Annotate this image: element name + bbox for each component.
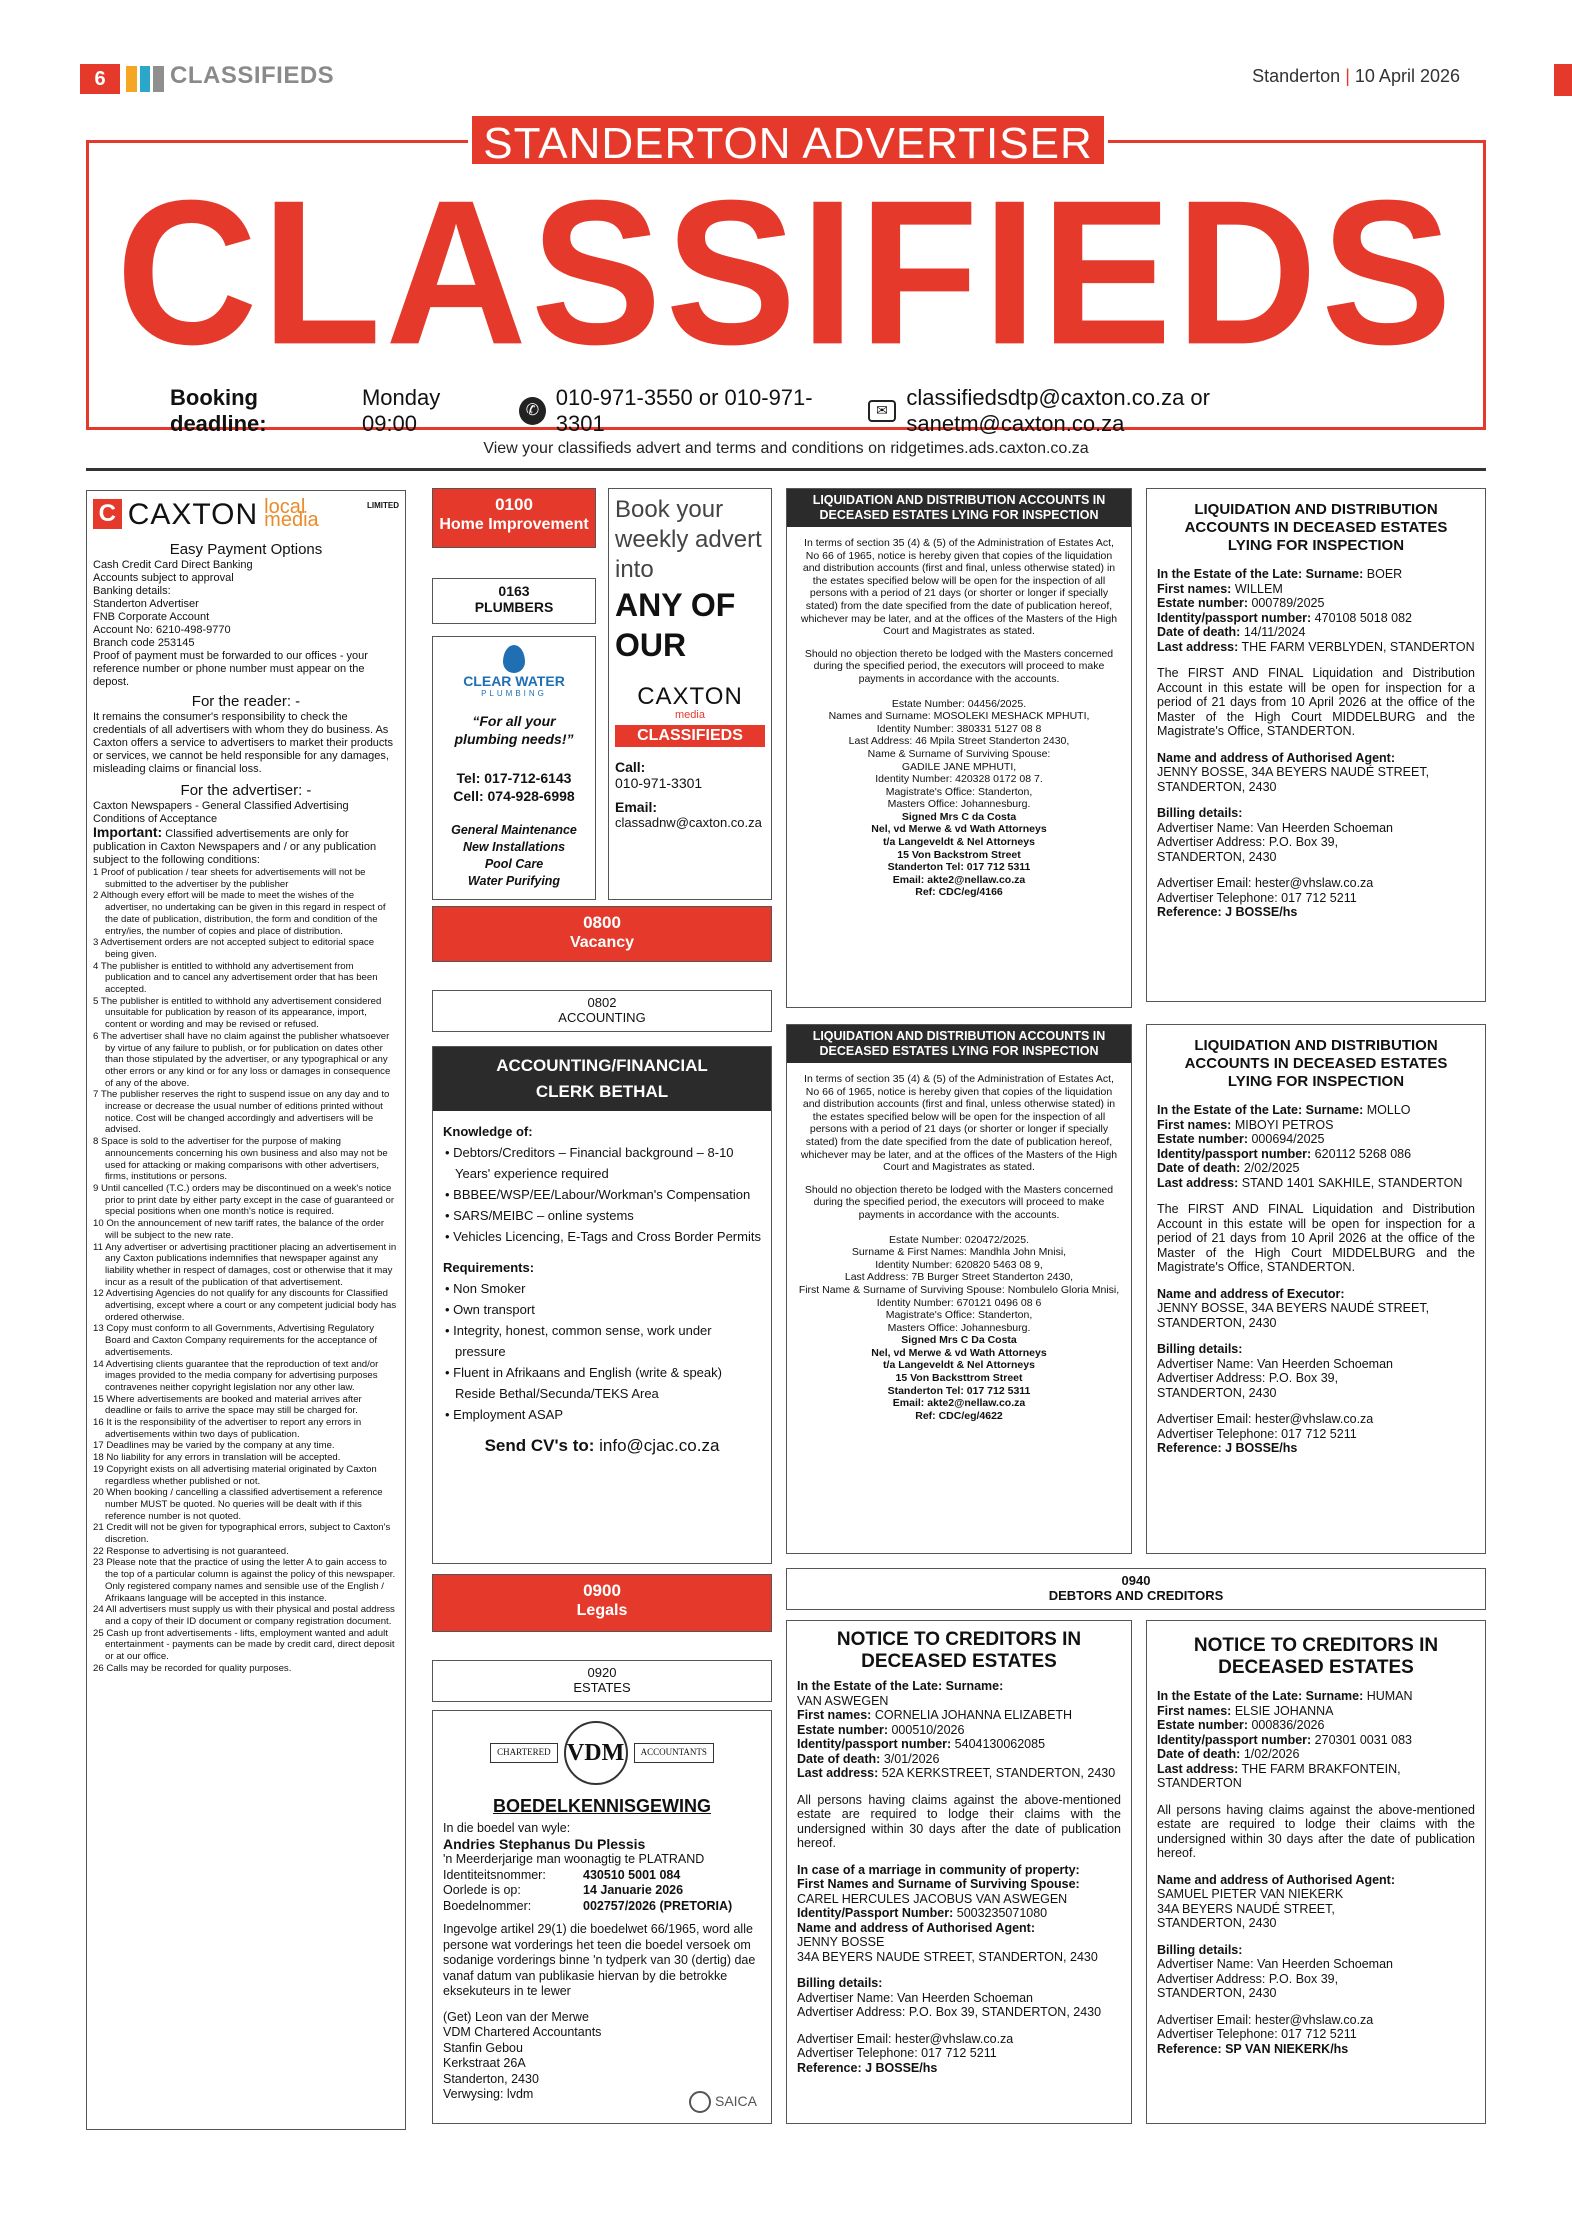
field-row xyxy=(1157,596,1475,611)
easy-payment-title: Easy Payment Options xyxy=(169,541,323,558)
knowledge-item: • SARS/MEIBC – online systems xyxy=(445,1208,634,1223)
field-value: 2/02/2025 xyxy=(1240,1161,1300,1175)
condition-item: 14 Advertising clients guarantee that the reproduction of text and/or images provided to the media company for advertising purposes contravenes neither copyright legislation nor any other law. xyxy=(93,1358,379,1393)
field-label: First names: xyxy=(797,1708,872,1722)
signature-line: Verwysing: lvdm xyxy=(443,2087,534,2101)
agent-line: 34A BEYERS NAUDE STREET, STANDERTON, 2430 xyxy=(797,1949,1098,1964)
field-row xyxy=(1157,1147,1475,1162)
saica-logo: SAICA xyxy=(689,2091,757,2113)
masthead-main: CLASSIFIEDS xyxy=(116,157,1456,388)
booking-time: Monday 09:00 xyxy=(361,385,441,436)
condition-item: 7 The publisher reserves the right to suspend issue on any day and to increase or decrease the usual number of editions printed without notice. Cost will be changed accordingly and advertisers will be advised. xyxy=(93,1089,390,1136)
condition-item: 19 Copyright exists on all advertising material originated by Caxton regardless whether published or not. xyxy=(93,1463,377,1487)
condition-item: 23 Please note that the practice of using the letter A to gain access to the top of a particular column is against the policy of this newspaper. Only registered company names and sensible use of the English / Afrikaans language will be accepted in this instance. xyxy=(93,1557,396,1604)
service-item: Water Purifying xyxy=(467,874,561,888)
condition-item: 1 Proof of publication / tear sheets for advertisements will not be submitted to the advertiser by the publisher xyxy=(93,867,366,890)
field-value: ELSIE JOHANNA xyxy=(1231,1703,1334,1718)
estate-line: First Name & Surname of Surviving Spouse: Nombulelo Gloria Mnisi, xyxy=(798,1283,1120,1296)
field-label: Estate number: xyxy=(1157,1132,1248,1146)
condition-item: 9 Until cancelled (T.C.) orders may be discontinued on a week's notice prior to print date by either party except in the case of guaranteed or special positions when one month's notice is required. xyxy=(93,1182,395,1218)
field-value: MOLLO xyxy=(1363,1103,1411,1117)
field-row xyxy=(1157,611,1475,626)
estate-line: Last Address: 7B Burger Street Standerton 2430, xyxy=(844,1271,1074,1284)
condition-item: 22 Response to advertising is not guaranteed. xyxy=(93,1545,289,1557)
payment-line: Proof of payment must be forwarded to our offices - your reference number or phone number must appear on the depost. xyxy=(93,650,368,688)
condition-item: 16 It is the responsibility of the advertiser to report any errors in advertisements within two days of publication. xyxy=(93,1417,362,1440)
service-item: General Maintenance xyxy=(451,823,577,837)
booking-row xyxy=(170,385,1410,436)
field-label: Estate number: xyxy=(1157,596,1248,610)
signature-line: Ref: CDC/eg/4622 xyxy=(915,1409,1003,1422)
field-label: Identity/passport number: xyxy=(1157,610,1312,625)
condition-item: 18 No liability for any errors in translation will be accepted. xyxy=(93,1452,341,1464)
call-number[interactable]: 010-971-3301 xyxy=(615,775,703,791)
cat-0940: 0940 DEBTORS AND CREDITORS xyxy=(786,1568,1486,1610)
billing-line: STANDERTON, 2430 xyxy=(1157,1986,1277,2000)
condition-item: 12 Advertising Agencies do not qualify for any discounts for Classified advertising, except where a court or any competent judicial body has ordered otherwise. xyxy=(93,1288,397,1323)
right-edge-marker xyxy=(1554,64,1572,96)
condition-item: 13 Copy must conform to all Governments, Advertising Regulatory Board and Caxton Company requirements for the acceptance of advertisements. xyxy=(93,1323,377,1358)
mail-icon: ✉ xyxy=(868,400,897,422)
signature-line: Signed Mrs C da Costa xyxy=(901,810,1017,823)
easy-payment-lines xyxy=(93,559,399,689)
page-number-badge: 6 xyxy=(80,64,120,94)
field-value: 52A KERKSTREET, STANDERTON, 2430 xyxy=(878,1766,1116,1780)
agent-line: JENNY BOSSE xyxy=(797,1935,885,1949)
condition-item: 10 On the announcement of new tariff rates, the balance of the order will be subject to the new rate. xyxy=(93,1218,385,1241)
field-value: HUMAN xyxy=(1363,1689,1413,1703)
condition-item: 26 Calls may be recorded for quality purposes. xyxy=(93,1662,292,1674)
header-divider xyxy=(86,468,1486,471)
requirement-item: • Own transport xyxy=(445,1302,535,1317)
field-label: Identity/passport number: xyxy=(1157,1732,1312,1747)
requirements-list xyxy=(443,1278,761,1425)
condition-item: 20 When booking / cancelling a classified advertisement a reference number MUST be quoted. No queries will be dealt with if this reference number is not quoted. xyxy=(93,1487,383,1522)
condition-item: 21 Credit will not be given for typographical errors, subject to Caxton's discretion. xyxy=(93,1522,391,1546)
field-row xyxy=(1157,1118,1475,1133)
condition-item: 5 The publisher is entitled to withhold any advertisement considered unsuitable for publication by reason of its appearance, import, content or wording and may be revised or refused. xyxy=(93,995,382,1031)
field-row xyxy=(1157,1762,1475,1791)
billing-line: Advertiser Name: Van Heerden Schoeman xyxy=(1157,820,1393,835)
vdm-notice: CHARTERED VDM ACCOUNTANTS BOEDELKENNISGEWING In die boedel van wyle: Andries Stephanus Du Plessis 'n Meerderjarige man woonagtig te PLATRAND Identiteitsnommer: 430510 5001 084 Oorlede is op: 14 Januarie 2026 Boedelnommer: 002757/2026 (PRETORIA) Ingevolge artikel 29(1) die boedelwet 66/1965, word alle persone wat vorderings het teen die boedel versoek om sodanige vorderings binne 'n tydperk van 30 (dertig) dae vanaf datum van publikasie hiervan by die betrokke eksekuteurs in te lewer (Get) Leon van der Merwe VDM Chartered Accountants Stanfin Gebou Kerkstraat 26A Standerton, 2430 Verwysing: lvdm SAICA xyxy=(432,1710,772,2124)
booking-phones[interactable]: 010-971-3550 or 010-971-3301 xyxy=(555,385,813,436)
clearwater-ad: CLEAR WATER PLUMBING “For all your plumbing needs!” Tel: 017-712-6143 Cell: 074-928-6998 General Maintenance New Installations Pool Care Water Purifying xyxy=(432,636,596,900)
billing-line: STANDERTON, 2430 xyxy=(1157,1385,1277,1400)
signature-line: Stanfin Gebou xyxy=(443,2040,523,2055)
condition-item: 6 The advertiser shall have no claim against the publisher whatsoever by virtue of any failure to publish, or for publication on dates other than those stipulated by the advertiser, or any typographical or any other errors or any kind or for any loss or damages in consequence of any of the above. xyxy=(93,1030,391,1089)
contact-line: Advertiser Telephone: 017 712 5211 xyxy=(1157,1426,1357,1441)
field-value: BOER xyxy=(1363,567,1403,581)
caxton-logo-icon: C xyxy=(93,499,122,529)
condition-item: 2 Although every effort will be made to meet the wishes of the advertiser, no undertaking can be given in this regard in respect of the date of publication, distribution, the form and condition of the entry/ies, the number of copies and place of distribution. xyxy=(93,890,386,937)
field-value: STAND 1401 SAKHILE, STANDERTON xyxy=(1238,1175,1463,1190)
field-row xyxy=(1157,640,1475,655)
estate-line: Masters Office: Johannesburg. xyxy=(887,1321,1031,1334)
section-title: CLASSIFIEDS xyxy=(170,62,335,89)
field-value: CORNELIA JOHANNA ELIZABETH xyxy=(871,1708,1073,1722)
cat-0900-header: 0900 Legals xyxy=(432,1574,772,1632)
field-label: Date of death: xyxy=(797,1751,881,1766)
signature-line: Ref: CDC/eg/4166 xyxy=(915,886,1003,899)
signature-line: Standerton Tel: 017 712 5311 xyxy=(887,861,1031,874)
signature-line: Nel, vd Merwe & vd Wath Attorneys xyxy=(871,823,1047,836)
condition-item: 17 Deadlines may be varied by the company at any time. xyxy=(93,1440,335,1452)
signature-line: Nel, vd Merwe & vd Wath Attorneys xyxy=(871,1346,1047,1359)
field-row xyxy=(1157,567,1475,582)
caxton-terms-box xyxy=(86,490,406,2130)
payment-line: Standerton Advertiser xyxy=(93,598,199,610)
booking-emails[interactable]: classifiedsdtp@caxton.co.za or sanetm@caxton.co.za xyxy=(906,385,1210,436)
field-label: Estate number: xyxy=(797,1722,888,1737)
estate-line: Names and Surname: MOSOLEKI MESHACK MPHUTI, xyxy=(828,710,1090,723)
caxton-logo: C CAXTON local media LIMITED xyxy=(93,499,399,529)
agent-line: SAMUEL PIETER VAN NIEKERK xyxy=(1157,1887,1344,1901)
cat-0100-header: 0100 Home Improvement xyxy=(432,488,596,548)
signature-line: t/a Langeveldt & Nel Attorneys xyxy=(883,1359,1035,1372)
field-label: Estate number: xyxy=(1157,1718,1248,1732)
field-label: First names: xyxy=(1157,1703,1232,1718)
field-label: Last address: xyxy=(1157,639,1239,654)
signature-line: Email: akte2@nellaw.co.za xyxy=(892,1397,1026,1410)
signature-line: VDM Chartered Accountants xyxy=(443,2025,602,2039)
cat-0920: 0920 ESTATES xyxy=(432,1660,772,1702)
estate-line: Identity Number: 620820 5463 08 9, xyxy=(875,1258,1043,1271)
important-text: Important: Classified advertisements are only for publication in Caxton Newspapers and / or any publication subject to the following conditions: xyxy=(93,824,377,866)
requirement-item: • Fluent in Afrikaans and English (write & speak) Reside Bethal/Secunda/TEKS Area xyxy=(445,1365,722,1401)
field-value: THE FARM VERBLYDEN, STANDERTON xyxy=(1238,639,1475,654)
color-bars xyxy=(126,66,164,92)
liquidation-notice-1: LIQUIDATION AND DISTRIBUTION ACCOUNTS IN DECEASED ESTATES LYING FOR INSPECTION In terms of section 35 (4) & (5) of the Administration of Estates Act, No 66 of 1965, notice is hereby given that copies of the liquidation and distribution accounts (first and final, unless otherwise stated) in the estates specified below will be open for the inspection of all persons with a period of 21 days (or shorter or longer if specially stated) from the date specified from the date of publication hereof, whichever may be later, and at the offices of the Masters of the High Court and Magistrates as stated. Should no objection thereto be lodged with the Masters concerned during the specified period, the executors will proceed to make payments in accordance with the accounts. Estate Number: 04456/2025. Names and Surname: MOSOLEKI MESHACK MPHUTI, Identity Number: 380331 5127 08 8 Last Address: 46 Mpila Street Standerton 2430, Name & Surname of Surviving Spouse: GADILE JANE MPHUTI, Identity Number: 420328 0172 08 7. Magistrate's Office: Standerton, Masters Office: Johannesburg. Signed Mrs C da Costa Nel, vd Merwe & vd Wath Attorneys t/a Langeveldt & Nel Attorneys 15 Von Backstrom Street Standerton Tel: 017 712 5311 Email: akte2@nellaw.co.za Ref: CDC/eg/4166 xyxy=(786,488,1132,1008)
signature-line: t/a Langeveldt & Nel Attorneys xyxy=(883,836,1035,849)
estate-line: Identity Number: 380331 5127 08 8 xyxy=(876,722,1042,735)
service-item: Pool Care xyxy=(484,857,544,871)
field-row xyxy=(1157,625,1475,640)
field-label: In the Estate of the Late: Surname: xyxy=(1157,1103,1364,1117)
contact-line: Advertiser Email: hester@vhslaw.co.za xyxy=(797,2031,1014,2046)
billing-line: Advertiser Name: Van Heerden Schoeman xyxy=(1157,1957,1393,1971)
signature-line: 15 Von Backsttrom Street xyxy=(895,1372,1023,1385)
billing-line: Advertiser Name: Van Heerden Schoeman xyxy=(797,1990,1033,2005)
contact-line: Advertiser Telephone: 017 712 5211 xyxy=(797,2046,997,2060)
field-label: Date of death: xyxy=(1157,1161,1241,1175)
field-value: 470108 5018 082 xyxy=(1311,610,1412,625)
cat-0163: 0163 PLUMBERS xyxy=(432,578,596,624)
cv-email[interactable]: info@cjac.co.za xyxy=(599,1436,720,1455)
field-value: 000789/2025 xyxy=(1248,596,1325,610)
condition-item: 11 Any advertiser or advertising practitioner placing an advertisement in any Caxton publications indemnifies that newspaper against any liability whether in respect of damages, cost or otherwise that it may incur as a result of the publication of that advertisement. xyxy=(93,1241,397,1288)
field-label: Date of death: xyxy=(1157,625,1241,639)
field-row xyxy=(797,1766,1121,1781)
estate-line: Identity Number: 670121 0496 08 6 xyxy=(876,1296,1042,1309)
payment-line: FNB Corporate Account xyxy=(93,611,210,623)
field-row xyxy=(1157,1718,1475,1733)
estate-line: Magistrate's Office: Standerton, xyxy=(885,1309,1033,1322)
field-label: Date of death: xyxy=(1157,1747,1241,1761)
field-value: THE FARM BRAKFONTEIN, STANDERTON xyxy=(1157,1761,1401,1790)
condition-item: 25 Cash up front advertisements - lifts, employment wanted and adult entertainment - payments can be made by credit card, direct deposit or at our office. xyxy=(93,1627,395,1663)
conditions-list xyxy=(93,867,399,1675)
field-value: 000510/2026 xyxy=(888,1722,965,1737)
knowledge-item: • Vehicles Licencing, E-Tags and Cross Border Permits xyxy=(445,1229,761,1244)
contact-line: Advertiser Telephone: 017 712 5211 xyxy=(1157,2027,1357,2041)
field-value: 270301 0031 083 xyxy=(1311,1732,1412,1747)
field-label: In the Estate of the Late: Surname: xyxy=(1157,567,1364,581)
reader-title: For the reader: - xyxy=(191,693,301,710)
service-item: New Installations xyxy=(462,840,566,854)
field-row xyxy=(797,1708,1121,1723)
vdm-logo: CHARTERED VDM ACCOUNTANTS xyxy=(443,1721,761,1785)
field-row xyxy=(797,1752,1121,1767)
location-date: Standerton | 10 April 2026 xyxy=(1252,66,1460,86)
estate-line: Identity Number: 420328 0172 08 7. xyxy=(875,773,1043,786)
field-row xyxy=(1157,1161,1475,1176)
field-row xyxy=(797,1737,1121,1752)
contact-line: Advertiser Email: hester@vhslaw.co.za xyxy=(1157,876,1374,890)
estate-line: Surname & First Names: Mandhla John Mnisi, xyxy=(851,1246,1067,1259)
creditors-notice-1: NOTICE TO CREDITORS IN DECEASED ESTATES In the Estate of the Late: Surname: VAN ASWEGEN First names: CORNELIA JOHANNA ELIZABETH Estate number: 000510/2026 Identity/passport number: 5404130062085 Date of death: 3/01/2026 Last address: 52A KERKSTREET, STANDERTON, 2430 All persons having claims against the above-mentioned estate are required to lodge their claims with the undersigned within 30 days after the date of publication hereof. In case of a marriage in community of property: First Names and Surname of Surviving Spouse: CAREL HERCULES JACOBUS VAN ASWEGEN Identity/Passport Number: 5003235071080 Name and address of Authorised Agent: JENNY BOSSE 34A BEYERS NAUDE STREET, STANDERTON, 2430 Billing details: Advertiser Name: Van Heerden Schoeman Advertiser Address: P.O. Box 39, STANDERTON, 2430 Advertiser Email: hester@vhslaw.co.za Advertiser Telephone: 017 712 5211 Reference: J BOSSE/hs xyxy=(786,1620,1132,2124)
cat-0800-header: 0800 Vacancy xyxy=(432,906,772,962)
view-line[interactable]: View your classifieds advert and terms and conditions on ridgetimes.ads.caxton.co.za xyxy=(483,440,1089,457)
billing-line: Advertiser Address: P.O. Box 39, xyxy=(1157,835,1339,849)
billing-line: Advertiser Address: P.O. Box 39, xyxy=(1157,1371,1339,1385)
field-value: 1/02/2026 xyxy=(1240,1747,1300,1761)
condition-item: 3 Advertisement orders are not accepted subject to editorial space being given. xyxy=(93,937,375,960)
contact-line: Advertiser Email: hester@vhslaw.co.za xyxy=(1157,2012,1374,2027)
billing-line: STANDERTON, 2430 xyxy=(1157,849,1277,864)
field-row xyxy=(1157,1733,1475,1748)
knowledge-list xyxy=(443,1142,761,1247)
liquidation-mollo: LIQUIDATION AND DISTRIBUTION ACCOUNTS IN DECEASED ESTATES LYING FOR INSPECTION In the Estate of the Late: Surname: MOLLO First names: MIBOYI PETROS Estate number: 000694/2025 Identity/passport number: 620112 5268 086 Date of death: 2/02/2025 Last address: STAND 1401 SAKHILE, STANDERTON The FIRST AND FINAL Liquidation and Distribution Account in this estate will be open for inspection for a period of 21 days from 10 April 2026 at the office of the Master of the High Court MIDDELBURG and the Magistrate's Office, STANDERTON. Name and address of Executor: JENNY BOSSE, 34A BEYERS NAUDÉ STREET, STANDERTON, 2430 Billing details: Advertiser Name: Van Heerden Schoeman Advertiser Address: P.O. Box 39, STANDERTON, 2430 Advertiser Email: hester@vhslaw.co.za Advertiser Telephone: 017 712 5211 Reference: J BOSSE/hs xyxy=(1146,1024,1486,1554)
field-row xyxy=(1157,582,1475,597)
field-label: Last address: xyxy=(797,1766,879,1780)
advertiser-text: Caxton Newspapers - General Classified Advertising Conditions of Acceptance xyxy=(93,800,349,825)
contact-line: Advertiser Telephone: 017 712 5211 xyxy=(1157,890,1357,905)
liquidation-boer: LIQUIDATION AND DISTRIBUTION ACCOUNTS IN DECEASED ESTATES LYING FOR INSPECTION In the Estate of the Late: Surname: BOER First names: WILLEM Estate number: 000789/2025 Identity/passport number: 470108 5018 082 Date of death: 14/11/2024 Last address: THE FARM VERBLYDEN, STANDERTON The FIRST AND FINAL Liquidation and Distribution Account in this estate will be open for inspection for a period of 21 days from 10 April 2026 at the office of the Master of the High Court MIDDELBURG and the Magistrate's Office, STANDERTON. Name and address of Authorised Agent: JENNY BOSSE, 34A BEYERS NAUDÉ STREET, STANDERTON, 2430 Billing details: Advertiser Name: Van Heerden Schoeman Advertiser Address: P.O. Box 39, STANDERTON, 2430 Advertiser Email: hester@vhslaw.co.za Advertiser Telephone: 017 712 5211 Reference: J BOSSE/hs xyxy=(1146,488,1486,1002)
signature-line: Standerton, 2430 xyxy=(443,2071,539,2086)
payment-line: Account No: 6210-498-9770 xyxy=(93,624,231,636)
billing-line: Advertiser Name: Van Heerden Schoeman xyxy=(1157,1356,1393,1371)
field-label: Identity/passport number: xyxy=(797,1737,952,1751)
classifieds-badge: CLASSIFIEDS xyxy=(615,725,765,747)
field-label: Identity/passport number: xyxy=(1157,1146,1312,1161)
book-advert-promo: Book your weekly advert into ANY OF OUR CAXTON media CLASSIFIEDS Call: 010-971-3301 Email: classadnw@caxton.co.za xyxy=(608,488,772,900)
booking-label: Booking deadline: xyxy=(170,385,267,436)
phone-icon: ✆ xyxy=(519,397,546,425)
payment-line: Banking details: xyxy=(93,585,171,597)
signature-line: Kerkstraat 26A xyxy=(443,2056,526,2070)
creditors-notice-2: NOTICE TO CREDITORS IN DECEASED ESTATES In the Estate of the Late: Surname: HUMAN First names: ELSIE JOHANNA Estate number: 000836/2026 Identity/passport number: 270301 0031 083 Date of death: 1/02/2026 Last address: THE FARM BRAKFONTEIN, STANDERTON All persons having claims against the above-mentioned estate are required to lodge their claims with the undersigned within 30 days after the date of publication hereof. Name and address of Authorised Agent: SAMUEL PIETER VAN NIEKERK 34A BEYERS NAUDÉ STREET, STANDERTON, 2430 Billing details: Advertiser Name: Van Heerden Schoeman Advertiser Address: P.O. Box 39, STANDERTON, 2430 Advertiser Email: hester@vhslaw.co.za Advertiser Telephone: 017 712 5211 Reference: SP VAN NIEKERK/hs xyxy=(1146,1620,1486,2124)
field-value: 620112 5268 086 xyxy=(1311,1146,1412,1161)
class-email[interactable]: classadnw@caxton.co.za xyxy=(615,815,762,830)
signature-line: Signed Mrs C Da Costa xyxy=(901,1334,1017,1347)
estate-line: Last Address: 46 Mpila Street Standerton 2430, xyxy=(848,735,1070,748)
field-row xyxy=(1157,1103,1475,1118)
payment-line: Cash Credit Card Direct Banking xyxy=(93,559,253,571)
field-row xyxy=(1157,1176,1475,1191)
field-value: 3/01/2026 xyxy=(880,1751,940,1766)
requirement-item: • Employment ASAP xyxy=(445,1407,563,1422)
field-row xyxy=(797,1723,1121,1738)
condition-item: 4 The publisher is entitled to withhold any advertisement from publication and to cancel any advertisement order that has been accepted. xyxy=(93,960,378,996)
payment-line: Accounts subject to approval xyxy=(93,572,234,584)
condition-item: 24 All advertisers must supply us with their physical and postal address and a copy of their ID document or company registration document. xyxy=(93,1604,395,1627)
field-row xyxy=(1157,1704,1475,1719)
requirement-item: • Integrity, honest, common sense, work under pressure xyxy=(445,1323,712,1359)
signature-line: 15 Von Backstrom Street xyxy=(897,848,1021,861)
cat-0802: 0802 ACCOUNTING xyxy=(432,990,772,1032)
water-drop-icon xyxy=(503,645,525,673)
vacancy-ad: ACCOUNTING/FINANCIAL CLERK BETHAL Knowledge of: • Debtors/Creditors – Financial background – 8-10 Years' experience required • BBBEE/WSP/EE/Labour/Workman's Compensation • SARS/MEIBC – online systems • Vehicles Licencing, E-Tags and Cross Border Permits Requirements: • Non Smoker • Own transport • Integrity, honest, common sense, work under pressure • Fluent in Afrikaans and English (write & speak) Reside Bethal/Secunda/TEKS Area • Employment ASAP Send CV's to: info@cjac.co.za xyxy=(432,1046,772,1564)
field-value: 000694/2025 xyxy=(1248,1132,1325,1146)
estate-line: Estate Number: 020472/2025. xyxy=(888,1233,1030,1246)
liquidation-notice-2: LIQUIDATION AND DISTRIBUTION ACCOUNTS IN DECEASED ESTATES LYING FOR INSPECTION In terms of section 35 (4) & (5) of the Administration of Estates Act, No 66 of 1965, notice is hereby given that copies of the liquidation and distribution accounts (first and final, unless otherwise stated) in the estates specified below will be open for the inspection of all persons with a period of 21 days (or shorter or longer if specially stated) from the date specified from the date of publication hereof, whichever may be later, and at the offices of the Masters of the High Court and Magistrates as stated. Should no objection thereto be lodged with the Masters concerned during the specified period, the executors will proceed to make payments in accordance with the accounts. Estate Number: 020472/2025. Surname & First Names: Mandhla John Mnisi, Identity Number: 620820 5463 08 9, Last Address: 7B Burger Street Standerton 2430, First Name & Surname of Surviving Spouse: Nombulelo Gloria Mnisi, Identity Number: 670121 0496 08 6 Magistrate's Office: Standerton, Masters Office: Johannesburg. Signed Mrs C Da Costa Nel, vd Merwe & vd Wath Attorneys t/a Langeveldt & Nel Attorneys 15 Von Backsttrom Street Standerton Tel: 017 712 5311 Email: akte2@nellaw.co.za Ref: CDC/eg/4622 xyxy=(786,1024,1132,1554)
field-value: 14/11/2024 xyxy=(1240,625,1306,639)
knowledge-item: • Debtors/Creditors – Financial background – 8-10 Years' experience required xyxy=(445,1145,734,1181)
field-label: Last address: xyxy=(1157,1761,1239,1776)
billing-line: Advertiser Address: P.O. Box 39, STANDERTON, 2430 xyxy=(797,2005,1102,2019)
reader-text: It remains the consumer's responsibility to check the credentials of all advertisers with whom they do business. As Caxton offers a service to advertisers to market their products or services, we cannot be held responsible for any damages, misleading claims or financial loss. xyxy=(93,711,393,775)
agent-line: 34A BEYERS NAUDÉ STREET, xyxy=(1157,1901,1335,1916)
field-value: 000836/2026 xyxy=(1248,1718,1325,1732)
condition-item: 8 Space is sold to the advertiser for the purpose of making announcements concerning his own business and also may not be used for attacking or making comparisons with other advertisers, firms, institutions or persons. xyxy=(93,1136,388,1183)
field-label: First names: xyxy=(1157,581,1232,596)
estate-line: Estate Number: 04456/2025. xyxy=(891,697,1027,710)
field-value: 5404130062085 xyxy=(951,1737,1046,1751)
estate-line: Magistrate's Office: Standerton, xyxy=(885,785,1033,798)
field-value: MIBOYI PETROS xyxy=(1231,1117,1334,1132)
contact-line: Advertiser Email: hester@vhslaw.co.za xyxy=(1157,1412,1374,1426)
requirement-item: • Non Smoker xyxy=(445,1281,526,1296)
masthead-top-banner: STANDERTON ADVERTISER xyxy=(468,112,1108,168)
vacancy-title: ACCOUNTING/FINANCIAL CLERK BETHAL xyxy=(433,1047,771,1111)
agent-line: STANDERTON, 2430 xyxy=(1157,1916,1277,1930)
signature-line: Standerton Tel: 017 712 5311 xyxy=(887,1384,1031,1397)
signature-line: Email: akte2@nellaw.co.za xyxy=(892,873,1026,886)
estate-line: GADILE JANE MPHUTI, xyxy=(901,760,1017,773)
field-row xyxy=(1157,1132,1475,1147)
advertiser-title: For the advertiser: - xyxy=(180,782,312,799)
field-label: Last address: xyxy=(1157,1175,1239,1190)
knowledge-item: • BBBEE/WSP/EE/Labour/Workman's Compensation xyxy=(445,1187,751,1202)
field-label: In the Estate of the Late: Surname: xyxy=(1157,1689,1364,1703)
condition-item: 15 Where advertisements are booked and material arrives after deadline or fails to arrive the space may still be charged for. xyxy=(93,1393,362,1417)
estate-line: Masters Office: Johannesburg. xyxy=(887,798,1031,811)
payment-line: Branch code 253145 xyxy=(93,637,195,649)
field-value: WILLEM xyxy=(1231,581,1283,596)
field-row xyxy=(1157,1747,1475,1762)
field-row xyxy=(1157,1689,1475,1704)
field-label: First names: xyxy=(1157,1117,1232,1132)
estate-line: Name & Surname of Surviving Spouse: xyxy=(867,747,1051,760)
billing-line: Advertiser Address: P.O. Box 39, xyxy=(1157,1971,1339,1986)
signature-line: (Get) Leon van der Merwe xyxy=(443,2009,589,2024)
